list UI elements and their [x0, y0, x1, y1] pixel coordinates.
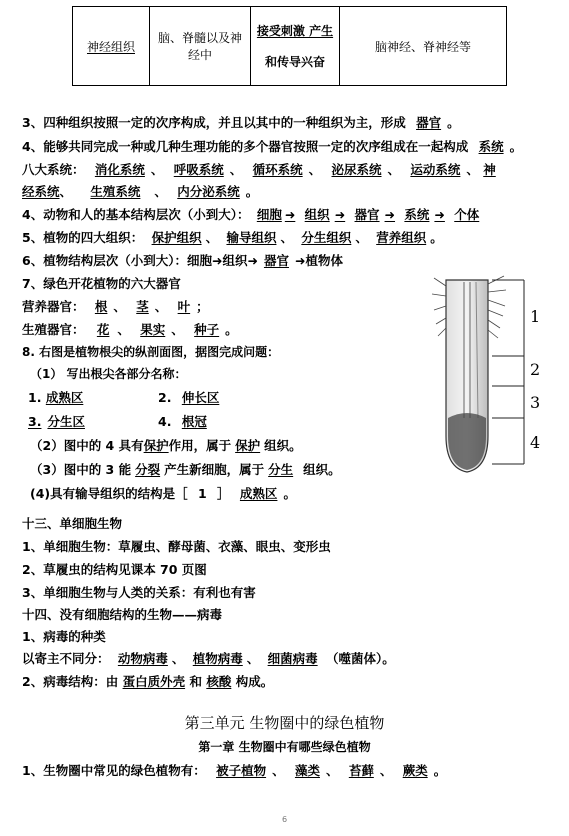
answer: 分生区: [47, 414, 85, 429]
text-line: 1、单细胞生物：草履虫、酵母菌、衣藻、眼虫、变形虫: [22, 539, 331, 554]
answer: 伸长区: [181, 390, 220, 405]
answer: 组织: [304, 207, 330, 222]
line-text: 3、四种组织按照一定的次序构成，并且以其中的一种组织为主，形成: [22, 115, 406, 130]
text-line: 以寄主不同分： 动物病毒 、 植物病毒 、 细菌病毒 （噬菌体）。: [22, 651, 395, 666]
table-cell-text: 脑、脊髓以及神经中: [158, 31, 243, 62]
line-text: 4、动物和人的基本结构层次（小到大）：: [22, 207, 250, 222]
answer-line: [158, 412, 219, 430]
line-text: 和: [189, 674, 202, 689]
answer: 器官: [416, 115, 442, 130]
answer: 根冠: [181, 414, 207, 429]
answer: 分生组织: [301, 230, 352, 245]
answer: 经系统: [22, 184, 60, 199]
answer: 器官: [263, 253, 289, 268]
answer: 果实: [140, 322, 166, 337]
text-line: 经系统、 生殖系统 、 内分泌系统 。: [22, 184, 259, 199]
line-text: 构成。: [235, 674, 274, 689]
text-line: [30, 460, 341, 478]
answer-line: [28, 388, 97, 406]
text-line: 营养器官： 根 、 茎 、 叶 ；: [22, 299, 209, 314]
answer: 内分泌系统: [177, 184, 240, 199]
line-text: （3）图中的 3 能: [30, 462, 132, 477]
text-line: 1、病毒的种类: [22, 629, 106, 644]
text-line: 八大系统： 消化系统 、 呼吸系统 、 循环系统 、 泌尿系统 、 运动系统 、 神: [22, 162, 496, 177]
text-line: [30, 436, 302, 454]
figure-label: 2: [530, 360, 541, 379]
answer: 花: [96, 322, 110, 337]
answer: 系统: [478, 139, 504, 154]
answer: 消化系统: [94, 162, 145, 177]
answer: 呼吸系统: [173, 162, 224, 177]
line-text: （噬菌体）。: [326, 651, 395, 666]
table-cell: [251, 7, 340, 86]
line-text: 组织。: [303, 462, 341, 477]
answer: 成熟区: [239, 486, 278, 501]
line-text: ］: [217, 486, 230, 501]
table-cell-text: 脑神经、脊神经等: [374, 39, 471, 54]
answer: 循环系统: [252, 162, 303, 177]
line-text: 1.: [28, 390, 42, 405]
answer: 成熟区: [45, 390, 84, 405]
arrow-icon: ➜: [211, 253, 223, 268]
line-text: 4.: [158, 414, 172, 429]
text-line: 4、能够共同完成一种或几种生理功能的多个器官按照一定的次序组成在一起构成 系统 。: [22, 139, 523, 154]
line-text: 3.: [28, 414, 42, 429]
unit-title: 第三单元 生物圈中的绿色植物: [184, 714, 385, 732]
answer: 保护组织: [151, 230, 202, 245]
table-cell-text: 和传导兴奋: [264, 55, 325, 69]
arrow-icon: ➜: [384, 207, 396, 222]
answer: 藻类: [294, 763, 320, 778]
answer: 植物病毒: [192, 651, 243, 666]
section-heading: 十三、单细胞生物: [22, 516, 123, 531]
text-line: 8. 右图是植物根尖的纵剖面图，据图完成问题：: [22, 345, 280, 359]
answer: 叶: [177, 299, 191, 314]
answer: 蕨类: [402, 763, 428, 778]
line-text: 组织。: [264, 438, 302, 453]
text-line: (4)具有输导组织的结构是［ 1 ］ 成熟区 。: [30, 486, 296, 501]
text-line: 1、生物圈中常见的绿色植物有： 被子植物 、 藻类 、 苔藓 、 蕨类 。: [22, 763, 447, 778]
arrow-icon: ➜: [247, 253, 258, 268]
answer: 个体: [454, 207, 480, 222]
answer-line: [158, 388, 231, 406]
text-line: [22, 251, 343, 269]
table-cell: [73, 7, 150, 86]
line-text: 4、能够共同完成一种或几种生理功能的多个器官按照一定的次序组成在一起构成: [22, 139, 469, 154]
answer: 细菌病毒: [267, 651, 318, 666]
figure-label: 1: [530, 307, 541, 326]
text-line: 3、四种组织按照一定的次序构成，并且以其中的一种组织为主，形成 器官 。: [22, 115, 460, 130]
text-line: [22, 205, 484, 223]
answer: 神: [483, 162, 496, 177]
answer: 运动系统: [410, 162, 461, 177]
answer: 保护: [235, 438, 261, 453]
line-text: 1、生物圈中常见的绿色植物有：: [22, 763, 206, 778]
arrow-icon: ➜: [294, 253, 306, 268]
root-tip-diagram: [426, 268, 556, 478]
answer: 种子: [194, 322, 220, 337]
section-heading: 十四、没有细胞结构的生物——病毒: [22, 607, 223, 622]
line-text: 产生新细胞，属于: [164, 462, 265, 477]
text-line: 2、草履虫的结构见课本 70 页图: [22, 562, 207, 577]
answer: 分裂: [135, 462, 161, 477]
line-text: 5、植物的四大组织：: [22, 230, 144, 245]
tissue-table: [72, 6, 507, 86]
answer: 核酸: [206, 674, 232, 689]
answer: 分生: [268, 462, 294, 477]
text-line: 5、植物的四大组织： 保护组织 、 输导组织 、 分生组织 、 营养组织 。: [22, 230, 443, 245]
text-line: （1） 写出根尖各部分名称：: [30, 367, 187, 381]
line-text: 植物体: [305, 253, 343, 268]
arrow-icon: ➜: [434, 207, 445, 222]
line-text: 作用，属于: [168, 438, 232, 453]
arrow-icon: ➜: [334, 207, 346, 222]
line-text: 营养器官：: [22, 299, 85, 314]
figure-label: 3: [530, 393, 541, 412]
answer: 苔藓: [348, 763, 374, 778]
table-cell-text: 接受刺激 产生: [256, 24, 334, 38]
answer: 被子植物: [216, 763, 267, 778]
answer: 泌尿系统: [331, 162, 382, 177]
answer: 动物病毒: [117, 651, 168, 666]
table-cell-text: 神经组织: [86, 39, 135, 54]
arrow-icon: ➜: [284, 207, 296, 222]
line-text: 组织: [222, 253, 248, 268]
answer: 细胞: [256, 207, 282, 222]
answer: 茎: [136, 299, 149, 314]
text-line: 生殖器官： 花 、 果实 、 种子 。: [22, 322, 238, 337]
answer: 输导组织: [226, 230, 277, 245]
text-line: 3、单细胞生物与人类的关系：有利也有害: [22, 585, 256, 600]
line-text: 以寄主不同分：: [22, 651, 110, 666]
page-number: 6: [281, 815, 288, 824]
figure-label: 4: [530, 433, 541, 452]
answer: 营养组织: [376, 230, 427, 245]
table-cell: [150, 7, 251, 86]
answer-line: [28, 412, 91, 430]
line-text: 2、病毒结构：由: [22, 674, 119, 689]
table-cell: [340, 7, 507, 86]
answer: 保护: [143, 438, 169, 453]
answer: 蛋白质外壳: [122, 674, 186, 689]
line-text: 八大系统：: [22, 162, 85, 177]
chapter-title: 第一章 生物圈中有哪些绿色植物: [198, 740, 371, 754]
line-text: (4)具有输导组织的结构是［: [30, 486, 188, 501]
answer: 器官: [354, 207, 380, 222]
answer: 生殖系统: [90, 184, 141, 199]
text-line: [22, 672, 273, 690]
text-line: 7、绿色开花植物的六大器官: [22, 276, 181, 291]
answer: 系统: [404, 207, 430, 222]
answer: 根: [94, 299, 108, 314]
line-text: 2.: [158, 390, 172, 405]
line-text: 6、植物结构层次（小到大）：细胞: [22, 253, 212, 268]
line-text: （2）图中的 4 具有: [30, 438, 144, 453]
answer: 1: [197, 486, 207, 501]
line-text: 生殖器官：: [22, 322, 85, 337]
